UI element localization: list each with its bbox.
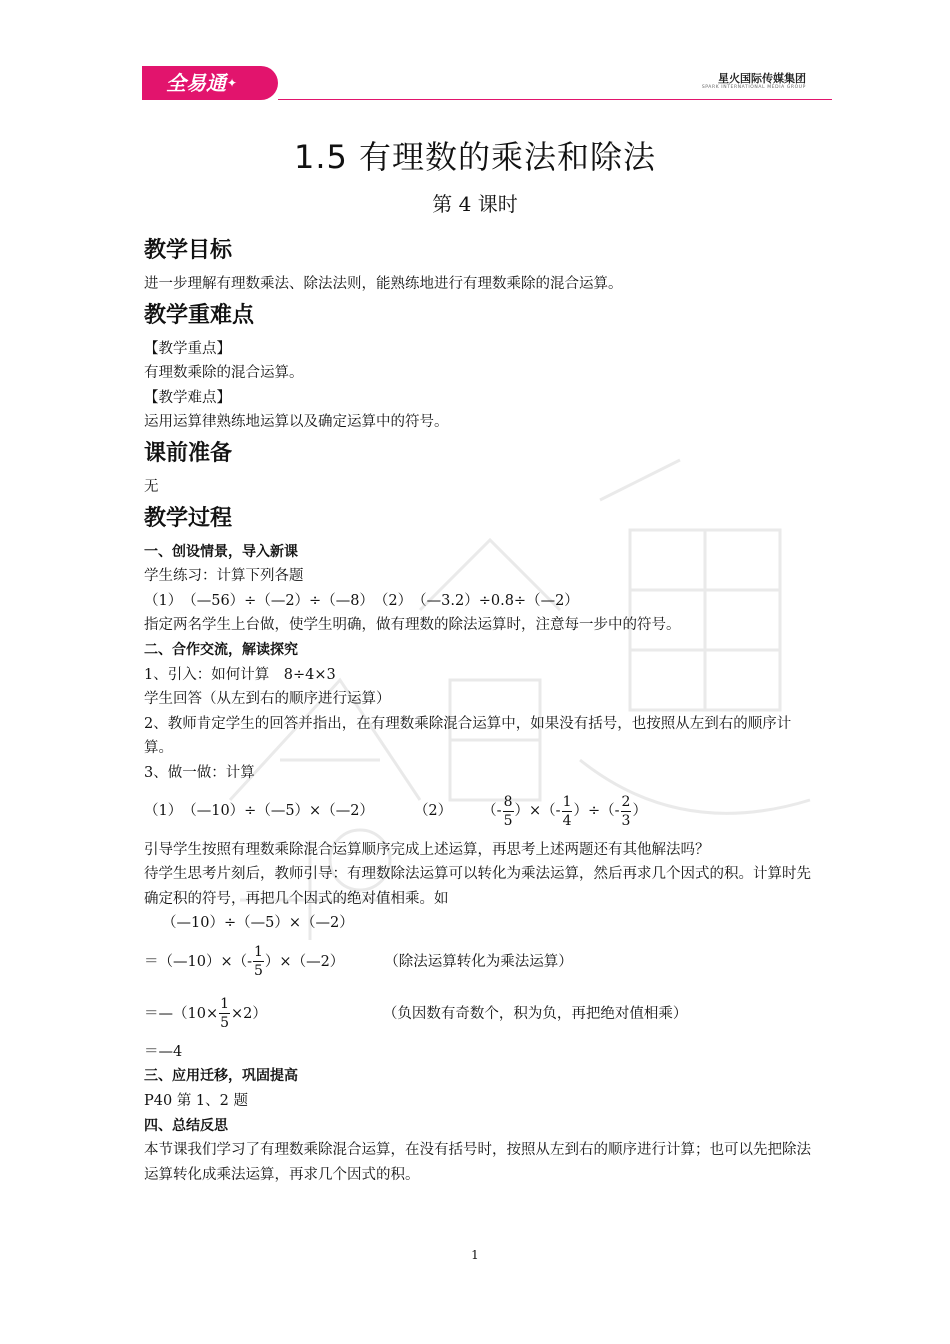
exercise-line: （1） （—10）÷（—5）×（—2） （2） （- $\frac{8}{5}$ ）×（- $\frac{1}{4}$ ）÷（- $\frac{2}{3}$ ） (144, 794, 647, 829)
part3-text: P40 第 1、2 题 (144, 1093, 248, 1110)
section-heading-process: 教学过程 (144, 505, 233, 531)
focus-text: 有理数乘除的混合运算。 (144, 365, 304, 382)
fraction: $\frac{2}{3}$ (621, 794, 631, 829)
brand-logo: 全易通✦ (142, 66, 278, 100)
calc-step-3-note: （负因数有奇数个，积为负，再把绝对值相乘） (382, 1005, 688, 1022)
calc-step-1: （—10）÷（—5）×（—2） (162, 915, 354, 932)
publisher-name: 星火国际传媒集团 SPARK INTERNATIONAL MEDIA GROUP (701, 72, 806, 90)
fraction: $\frac{1}{5}$ (220, 996, 230, 1032)
exercise-2-label: （2） (413, 803, 453, 820)
part1-line2: （1） （—56）÷（—2）÷（—8） （2） （—3.2）÷0.8÷（—2） (144, 592, 579, 609)
difficulty-label: 【教学难点】 (144, 389, 231, 406)
calc-step-2-note: （除法运算转化为乘法运算） (384, 953, 573, 970)
part2-title: 二、合作交流，解读探究 (144, 641, 298, 658)
part4-text: 本节课我们学习了有理数乘除混合运算，在没有括号时，按照从左到右的顺序进行计算；也可以先把除法运算转化成乘法运算，再求几个因式的积。 (144, 1142, 811, 1183)
fraction: $\frac{1}{5}$ (254, 944, 263, 980)
part2-line3: 2、教师肯定学生的回答并指出，在有理数乘除混合运算中，如果没有括号，也按照从左到右的顺序计算。 (144, 715, 792, 757)
part2-line5: 引导学生按照有理数乘除混合运算顺序完成上述运算，再思考上述两题还有其他解法吗？ (144, 841, 710, 858)
part3-title: 三、应用迁移，巩固提高 (144, 1068, 298, 1085)
page-title: 1.5 有理数的乘法和除法 (293, 138, 657, 176)
part2-line4: 3、做一做：计算 (144, 764, 255, 781)
section-heading-goals: 教学目标 (144, 238, 233, 263)
page-number: 1 (471, 1248, 479, 1262)
part1-line3: 指定两名学生上台做，使学生明确，做有理数的除法运算时，注意每一步中的符号。 (144, 617, 681, 634)
page-header (142, 66, 832, 102)
difficulty-text: 运用运算律熟练地运算以及确定运算中的符号。 (144, 414, 449, 431)
page-subtitle: 第 4 课时 (432, 192, 518, 216)
part1-title: 一、创设情景，导入新课 (144, 543, 298, 560)
document-body (144, 236, 814, 1187)
part1-line1: 学生练习：计算下列各题 (144, 568, 304, 585)
fraction: $\frac{1}{4}$ (562, 794, 572, 829)
part2-line1: 1、引入：如何计算 8÷4×3 (144, 666, 336, 683)
part4-title: 四、总结反思 (144, 1117, 228, 1134)
goals-text: 进一步理解有理数乘法、除法法则，能熟练地进行有理数乘除的混合运算。 (144, 276, 623, 292)
exercise-1: （1） （—10）÷（—5）×（—2） (144, 803, 374, 820)
section-heading-preparation: 课前准备 (144, 440, 233, 466)
calc-step-3: ＝—（10× $\frac{1}{5}$ ×2） （负因数有奇数个，积为负，再把绝对值相乘） (144, 996, 688, 1032)
fraction: $\frac{8}{5}$ (503, 794, 513, 829)
calc-step-2: ＝（—10）×（- $\frac{1}{5}$ ）×（—2） （除法运算转化为乘法运算） (144, 944, 573, 980)
preparation-text: 无 (144, 478, 159, 495)
part2-line2: 学生回答（从左到右的顺序进行运算） (144, 691, 391, 708)
section-heading-key-points: 教学重难点 (144, 302, 255, 328)
star-icon: ✦ (227, 76, 238, 90)
part2-line6: 待学生思考片刻后，教师引导：有理数除法运算可以转化为乘法运算，然后再求几个因式的积。计算时先确定积的符号，再把几个因式的绝对值相乘。如 (144, 866, 811, 907)
header-divider (278, 99, 832, 100)
calc-step-4: ＝—4 (144, 1043, 183, 1060)
focus-label: 【教学重点】 (144, 340, 231, 357)
